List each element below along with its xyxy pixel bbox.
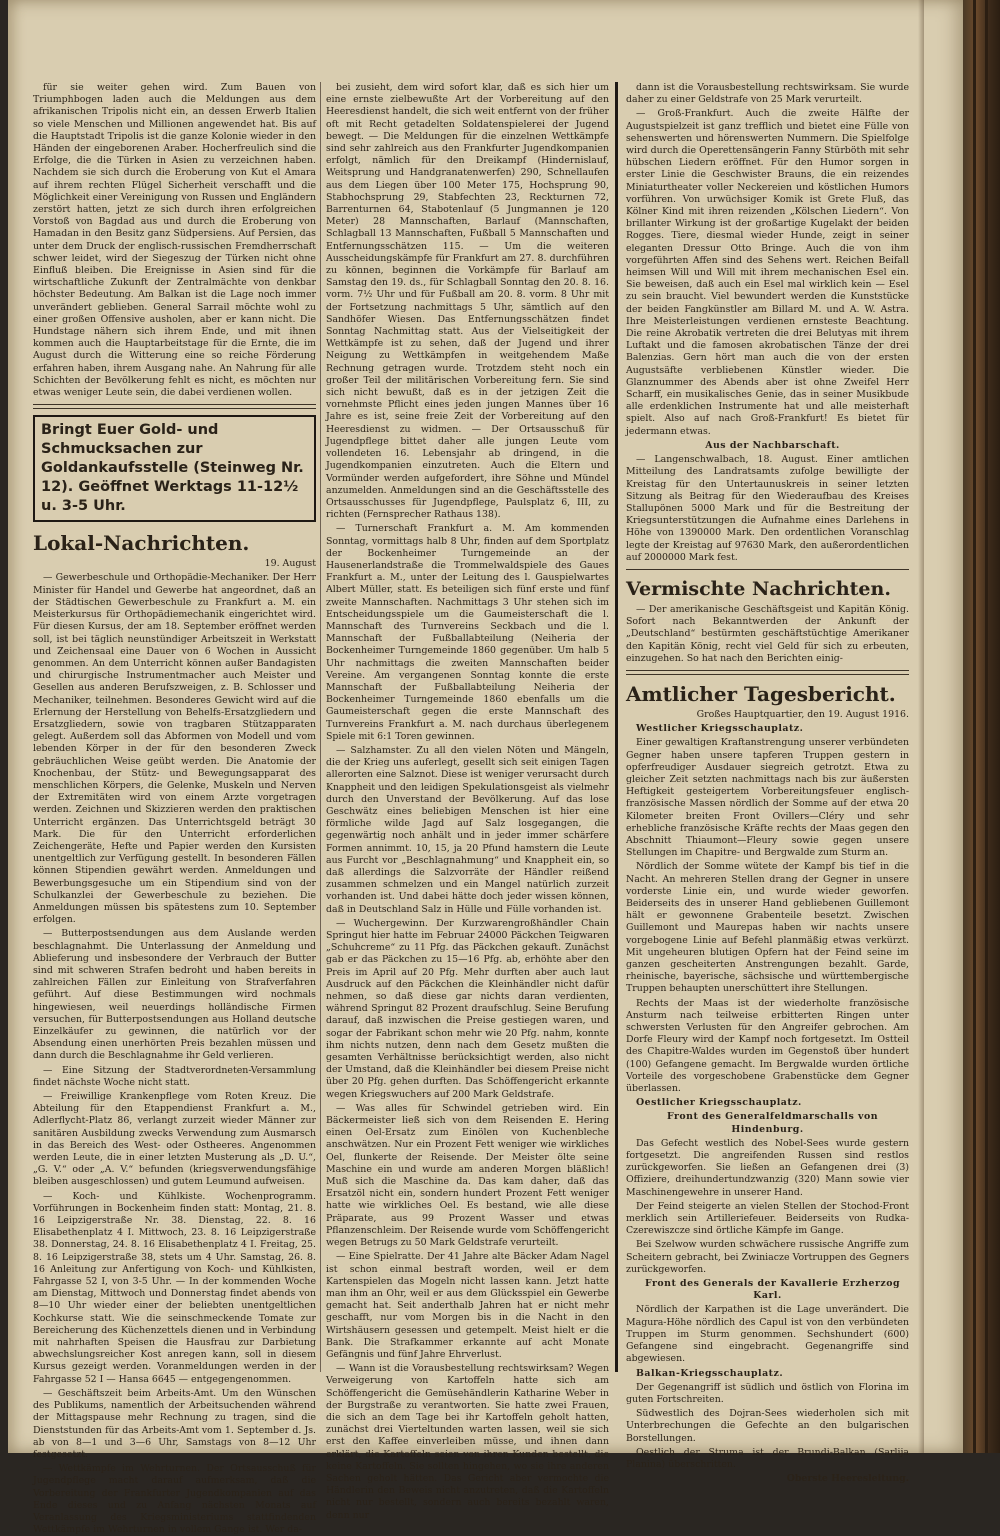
section-date: 19. August — [264, 558, 316, 570]
divider — [33, 404, 316, 409]
subheading-nachbarschaft: Aus der Nachbarschaft. — [705, 439, 840, 451]
report-west-3: Rechts der Maas ist der wiederholte französische Ansturm nach teilweise erbitterten Ringen unter schwersten Verlusten für den Angreifer gebrochen. Am Dorfe Fleury wird der Kampf noch fortgesetzt. Im Ostteil des Chapitre-Waldes wurden im Gegenstoß über hundert (100) Gefangene gemacht. Im Bergwalde wurden örtliche Vorteile des vorgeschobene Grabenstücke dem Gegner überlassen. — [626, 997, 909, 1095]
subheading-westlich: Westlicher Kriegsschauplatz. — [636, 723, 804, 735]
article-geschaeftsgeist: — Der amerikanische Geschäftsgeist und Kapitän König. Sofort nach Bekanntwerden der Ankunft der „Deutschland“ bestürmten geschäftstüchtige Amerikaner den Kapitän König, recht viel Geld für sich zu erbeuten, einzugehen. So hat nach den Berichten einig- — [626, 603, 909, 664]
section-heading-lokal: Lokal-Nachrichten. — [33, 531, 250, 556]
article-arbeitsamt: — Geschäftszeit beim Arbeits-Amt. Um den Wünschen des Publikums, namentlich der Arbeitsuchenden während der Mittagspause mehr Rechnung zu tragen, sind die Dienststunden für das Arbeits-Amt vom 1. September d. Js. ab von 8—1 und 3—6 Uhr, Samstags von 8—12 Uhr festgesetzt. — [33, 1387, 316, 1460]
section-heading-vermischte: Vermischte Nachrichten. — [626, 577, 891, 600]
article-schwindel: — Was alles für Schwindel getrieben wird. Ein Bäckermeister ließ sich von dem Reisenden E. Hering einen Oel-Ersatz zum Einölen von Kuchenbleche anschwätzen. Nur ein Prozent Fett weniger wie wirkliches Oel, flunkerte der Reisende. Der Meister ölte seine Maschine ein und wurde am anderen Morgen bläßlich! Muß sich die Maschine da. Das kam daher, daß das Ersatzöl nicht ein, sondern hundert Prozent Fett weniger hatte wie wirkliches Oel. Es bestand, wie alle diese Präparate, aus 99 Prozent Wasser und etwas Pflanzenschleim. Der Reisende wurde vom Schöffengericht wegen Betrugs zu 50 Mark Geldstrafe verurteilt. — [326, 1102, 609, 1249]
report-dateline: Großes Hauptquartier, den 19. August 1916. — [696, 708, 909, 720]
report-east-1: Das Gefecht westlich des Nobel-Sees wurde gestern fortgesetzt. Die angreifenden Russen sind restlos zurückgeworfen. Sie ließen an Gefangenen drei (3) Offiziere, dreihundertundzwanzig (320) Mann sowie vier Maschinengewehre in unserer Hand. — [626, 1137, 909, 1198]
report-balkan-3: Oestlich der Struma ist der Brundi-Balkan (Sarlija Planina) überschritten. — [626, 1446, 909, 1470]
article-butterpost: — Butterpostsendungen aus dem Auslande werden beschlagnahmt. Die Unterlassung der Anmeldung und Ablieferung und insbesondere der Verbrauch der Butter sind mit schweren Strafen bedroht und haben bereits in zahlreichen Fällen zur Einleitung von Strafverfahren geführt. Auf diese Bestimmungen wird nochmals hingewiesen, weil neuerdings holländische Firmen versuchen, für Butterpostsendungen aus Holland deutsche Einzelkäufer zu gewinnen, die natürlich vor der Absendung einen unerhörten Preis bezahlen müssen und dann durch die Beschlagnahme ihr Geld verlieren. — [33, 928, 316, 1062]
column-rule — [320, 82, 321, 1372]
divider — [626, 670, 909, 675]
subheading-hindenburg: Front des Generalfeldmarschalls von Hindenburg. — [666, 1111, 879, 1135]
article-turnerschaft: — Turnerschaft Frankfurt a. M. Am kommenden Sonntag, vormittags halb 8 Uhr, finden auf dem Sportplatz der Bockenheimer Turngemeinde an der Hausenerlandstraße die Trommelwaldspiele des Gaues Frankfurt a. M., unter der Leitung des l. Gauspielwartes Albert Müller, statt. Es beteiligen sich fünf erste und fünf zweite Mannschaften. Nachmittags 3 Uhr stehen sich im Entscheidungsspiele um die Gaumeisterschaft die l. Mannschaft des Turnvereins Seckbach und die l. Mannschaft der Fußballabteilung (Neiheria der Bockenheimer Turngemeinde 1860 gegenüber. Um halb 5 Uhr nachmittags die zweiten Mannschaften beider Vereine. Am vergangenen Sonntag konnte die erste Mannschaft der Fußballabteilung Neiheria der Bockenheimer Turngemeinde 1860 ebenfalls um die Gaumeisterschaft gegen die erste Mannschaft des Turnvereins Frankfurt a. M. nach durchaus überlegenem Spiele mit 6:1 Toren gewinnen. — [326, 523, 609, 742]
column-middle — [326, 82, 609, 1521]
column-right — [626, 82, 909, 1485]
binding-seam — [973, 0, 976, 1453]
column-rule-thick — [615, 82, 618, 1372]
subheading-erzherzog: Front des Generals der Kavallerie Erzherzog Karl. — [644, 1278, 901, 1302]
gold-collection-notice: Bringt Euer Gold- und Schmucksachen zur Goldankaufsstelle (Steinweg Nr. 12). Geöffnet Werktags 11-12½ u. 3-5 Uhr. — [33, 415, 316, 522]
binding-seam — [985, 0, 988, 1453]
book-binding — [963, 0, 1000, 1453]
article-vorausbestellung: — Wann ist die Vorausbestellung rechtswirksam? Wegen Verweigerung von Kartoffeln hatte sich am Schöffengericht die Gemüsehändlerin Katharine Weber in der Burgstraße zu verantworten. Sie hatte zwei Frauen, die sich an dem Tage bei ihr Kartoffeln geholt hatten, zunächst drei Vierteltunden warten lassen, weil sie sich erst den Kaffee einverleiben müsse, und ihnen dann erklärt, die Kartoffeln seien von ihren Kunden bestellt, die keine Kartoffeln. Sie sollten hingehen, wo sie ihre anderen Sachen geholt hätten. Das Gericht aber vermochte die Händlerin den Beweis nicht anzutreten, daß die Kartoffeln nicht nur bestellt, sondern auch bereits bezahlt waren, denn nur — [326, 1363, 609, 1521]
article-text: bei zusieht, dem wird sofort klar, daß es sich hier um eine ernste zielbewußte Art der Vorbereitung auf den Heeresdienst handelt, die sich weit entfernt von der früher oft mit Recht getadelten Soldatenspielerei der Jugend bewegt. — Die Meldungen für die einzelnen Wettkämpfe sind sehr zahlreich aus den Frankfurter Jugendkompanien erfolgt, nämlich für den Dreikampf (Hindernislauf, Weitsprung und Handgranatenwerfen) 290, Schnellaufen aus dem Liegen über 100 Meter 175, Hochsprung 90, Stabhochsprung 29, Stabfechten 23, Reckturnen 72, Barrenturnen 64, Stabotenlauf (5 Jungmannen je 120 Meter) 28 Mannschaften, Barlauf (Mannschaften, Schlagball 13 Mannschaften, Fußball 5 Mannschaften und Entfernungsschätzen 115. — Um die weiteren Ausscheidungskämpfe für Frankfurt am 27. 8. durchführen zu können, beginnen die Vorkämpfe für Barlauf am Samstag den 19. ds., für Schlagball Sonntag den 20. 8. 16. vorm. 7½ Uhr und für Fußball am 20. 8. vorm. 8 Uhr mit der Fortsetzung nachmittags 5 Uhr, sämtlich auf den Sandhöfer Wiesen. Das Entfernungsschätzen findet Sonntag Nachmittag statt. Aus der Vielseitigkeit der Wettkämpfe ist zu sehen, daß der Jugend und ihrer Neigung zu Wettkämpfen in weitgehendem Maße Rechnung getragen wurde. Trotzdem steht noch ein großer Teil der militärischen Vorbereitung fern. Sie sind sich nicht bewußt, daß es in der jetzigen Zeit die vornehmste Pflicht eines jeden jungen Mannes über 16 Jahre es ist, seine freie Zeit der Vorbereitung auf den Heeresdienst zu widmen. — Der Ortsausschuß für Jugendpflege bittet daher alle jungen Leute vom vollendeten 16. Lebensjahr ab dringend, in die Jugendkompanien einzutreten. Auch die Eltern und Vormünder werden aufgefordert, ihre Söhne und Mündel anzumelden. Anmeldungen sind an die Geschäftsstelle des Ortsausschusses für Jugendpflege, Paulsplatz 6, III, zu richten (Fernsprecher Rathaus 138). — [326, 82, 609, 521]
report-east-4: Nördlich der Karpathen ist die Lage unverändert. Die Magura-Höhe nördlich des Capul ist von den verbündeten Truppen im Sturm genommen. Sechshundert (600) Gefangene sind eingebracht. Gegenangriffe sind abgewiesen. — [626, 1304, 909, 1365]
column-left — [33, 82, 316, 1536]
subheading-balkan: Balkan-Kriegsschauplatz. — [636, 1367, 784, 1379]
article-text: dann ist die Vorausbestellung rechtswirksam. Sie wurde daher zu einer Geldstrafe von 25 Mark verurteilt. — [626, 82, 909, 106]
article-text: für sie weiter gehen wird. Zum Bauen von Triumphbogen laden auch die Meldungen aus dem afrikanischen Tripolis nicht ein, an dessen Erwerb Italien so viele Menschen und Millionen angewendet hat. Bis auf die Hauptstadt Tripolis ist die ganze Kolonie wieder in den Händen der eingeborenen Araber. Hocherfreulich sind die Erfolge, die die Türken in Asien zu verzeichnen haben. Nachdem sie sich durch die Eroberung von Kut el Amara auf ihrem rechten Flügel Sicherheit verschafft und die Möglichkeit einer Vereinigung von Russen und Engländern zerstört hatten, jetzt ze sich durch ihren erfolgreichen Vorstoß von Bagdad aus und durch die Eroberung von Hamadan in den Besitz ganz Südpersiens. Auf Persien, das unter dem Druck der englisch-russischen Fremdherrschaft schwer leidet, wird der Siegeszug der Türken nicht ohne Einfluß bleiben. Die Ereignisse in Asien sind für die wirtschaftliche Zukunft der Zentralmächte von denkbar höchster Bedeutung. Am Balkan ist die Lage noch immer unverändert geblieben. General Sarrail möchte wohl zu einer großen Offensive ausholen, aber er kann nicht. Die Hundstage nähern sich ihrem Ende, und mit ihnen kommen auch die Hauptarbeitstage für die Ernte, die im August durch die Witterung eine so reiche Förderung erfahren haben, ihrem Ausgang nahe. An Nahrung für alle Schichten der Bevölkerung fehlt es nicht, es möchten nur etwas weniger Leute sein, die dabei verdienen wollen. — [33, 82, 316, 399]
newspaper-page — [8, 0, 963, 1536]
report-west-1: Einer gewaltigen Kraftanstrengung unserer verbündeten Gegner haben unsere tapferen Truppen gestern in opferfreudiger Ausdauer siegreich getrotzt. Etwa zu gleicher Zeit setzten nachmittags nach bis zur äußersten Heftigkeit gesteigertem Vorbereitungsfeuer englisch-französische Massen nördlich der Somme auf der etwa 20 Kilometer breiten Front Ovillers—Cléry und sehr erhebliche französische Kräfte rechts der Maas gegen den Abschnitt Thiaumont—Fleury sowie gegen unsere Stellungen im Chapitre- und Bergwalde zum Sturm an. — [626, 737, 909, 859]
report-signature: Oberste Heeresleitung. — [786, 1473, 909, 1485]
article-stadtverordnete: — Eine Sitzung der Stadtverordneten-Versammlung findet nächste Woche nicht statt. — [33, 1064, 316, 1088]
article-rotes-kreuz: — Freiwillige Krankenpflege vom Roten Kreuz. Die Abteilung für den Etappendienst Frankfurt a. M., Adlerflycht-Platz 86, verlangt zurzeit wieder Männer zur sanitären Ausbildung zwecks Verwendung zum Ausmarsch in das Bereich des West- oder Ostheeres. Angenommen werden Leute, die in einer letzten Musterung als „D. U.“, „G. V.“ oder „A. V.“ befunden (kriegsverwendungsfähige bleiben ausgeschlossen) und gutem Leumund aufweisen. — [33, 1091, 316, 1188]
subheading-oestlich: Oestlicher Kriegsschauplatz. — [636, 1097, 802, 1109]
page-edge-shadow — [918, 0, 924, 1453]
report-balkan-1: Der Gegenangriff ist südlich und östlich von Florina im guten Fortschreiten. — [626, 1381, 909, 1405]
article-gewerbeschule: — Gewerbeschule und Orthopädie-Mechaniker. Der Herr Minister für Handel und Gewerbe hat angeordnet, daß an der Städtischen Gewerbeschule zu Frankfurt a. M. ein Meisterkursus für Orthopädiemechanik eingerichtet wird. Für diesen Kursus, der am 18. September eröffnet werden soll, ist bei täglich neunstündiger Arbeitszeit in Werkstatt und Zeichensaal eine Dauer von 6 Wochen in Aussicht genommen. An dem Unterricht können außer Bandagisten und chirurgische Instrumentmacher auch Meister und Gesellen aus anderen Berufszweigen, z. B. Schlosser und Mechaniker, teilnehmen. Besonderes Gewicht wird auf die Erlernung der Herstellung von Behelfs-Ersatzgliedern und Ersatzgliedern, sowie von tragbaren Stützapparaten gelegt. Außerdem soll das Abformen von Modell und vom lebenden Körper in der für den besonderen Zweck gebräuchlichen Weise geübt werden. Die Anatomie der Knochenbau, der Stütz- und Bewegungsapparat des menschlichen Körpers, die Gelenke, Muskeln und Nerven der Extremitäten wird von einem Arzte vorgetragen werden. Zeichnen und Skizzieren werden den praktischen Unterricht ergänzen. Das Unterrichtsgeld beträgt 30 Mark. Die für den Unterricht erforderlichen Zeichengeräte, Hefte und Papier werden den Kursisten unentgeltlich zur Verfügung gestellt. In besonderen Fällen können Stipendien gewährt werden. Anmeldungen und Bewerbungsgesuche um ein Stipendium sind von der Schulkanzlei der Gewerbeschule zu beziehen. Die Anmeldungen müssen bis spätestens zum 10. September erfolgen. — [33, 572, 316, 926]
report-east-3: Bei Szelwow wurden schwächere russische Angriffe zum Scheitern gebracht, bei Zwiniacze Vortruppen des Gegners zurückgeworfen. — [626, 1239, 909, 1275]
divider — [626, 569, 909, 570]
report-east-2: Der Feind steigerte an vielen Stellen der Stochod-Front merklich sein Artilleriefeuer. Beiderseits von Rudka-Czerewiszcze sind örtliche Kämpfe im Gange. — [626, 1200, 909, 1237]
article-gross-frankfurt: — Groß-Frankfurt. Auch die zweite Hälfte der Augustspielzeit ist ganz trefflich und bietet eine Fülle von sehenswerten und hörenswerten Nummern. Die Spielfolge wird durch die Operettensängerin Fanny Stürböth mit sehr hübschen Liedern eröffnet. Für den Humor sorgen in erster Linie die Geschwister Brauns, die ein reizendes Miniaturtheater voller Neckereien und köstlichen Humors vorführen. Von urwüchsiger Komik ist Grete Fluß, das Kölner Kind mit ihren reizenden „Kölschen Liedern“. Von brillanter Wirkung ist der großartige Kugelakt der beiden Rogges. Tiere, diesmal wieder Hunde, zeigt in seiner eleganten Dressur Otto Bringe. Auch die von ihm vorgeführten Affen sind des Sehens wert. Reichen Beifall heimsen Will und Will mit ihrem mechanischen Esel ein. Sie beweisen, daß auch ein Esel mal wirklich kein — Esel zu sein braucht. Viel bewundert werden die Kunststücke der beiden Fangkünstler am Billard M. und A. W. Astra. Ihre Meisterleistungen verdienen ernsteste Beachtung. Die reine Akrobatik vertreten die drei Belutyas mit ihrem Luftakt und die famosen akrobatischen Tänze der drei Balenzias. Gern hört man auch die von der ersten Augustsäfte verbliebenen Künstler wieder. Die Glanznummer des Abends aber ist ohne Zweifel Herr Scharff, ein musikalisches Genie, das in seiner Musikbude alle erdenklichen Instrumente hat und alle meisterhaft spielt. Also auf nach Groß-Frankfurt! Es bietet für jedermann etwas. — [626, 108, 909, 437]
report-west-2: Nördlich der Somme wütete der Kampf bis tief in die Nacht. An mehreren Stellen drang der Gegner in unsere vorderste Linie ein, und wurde wieder geworfen. Beiderseits des in unserer Hand gebliebenen Guillemont hält er gewonnene Grabenteile besetzt. Zwischen Guillemont und Maurepas haben wir nachts unsere vorgebogene Linie auf Befehl planmäßig etwas verkürzt. Mit ungeheuren blutigen Opfern hat der Feind seine im ganzen gescheiterten Anstrengungen bezahlt. Garde, rheinische, bayerische, sächsische und württembergische Truppen behaupten unerschüttert ihre Stellungen. — [626, 861, 909, 995]
article-langenschwalbach: — Langenschwalbach, 18. August. Einer amtlichen Mitteilung des Landratsamts zufolge bewilligte der Kreistag für den Untertaunuskreis in seiner letzten Sitzung als Beitrag für den Wiederaufbau des Kreises Stallupönen 5000 Mark und für die Bestreitung der Kriegsunterstützungen die Aufnahme eines Darlehens in Höhe von 1390000 Mark. Den ordentlichen Voranschlag legte der Kreistag auf 97630 Mark, den außerordentlichen auf 2000000 Mark fest. — [626, 454, 909, 563]
article-wuchergewinn: — Wuchergewinn. Der Kurzwarengroßhändler Chain Springut hier hatte im Februar 24000 Päckchen Teigwaren „Schuhcreme“ zu 11 Pfg. das Päckchen gekauft. Zunächst gab er das Päckchen zu 15—16 Pfg. ab, erhöhte aber den Preis im April auf 20 Pfg. Mehr durften aber auch laut Ausdruck auf den Päckchen die Kleinhändler nicht dafür nehmen, so daß diese gar nichts daran verdienten, während Springut 82 Prozent draufschlug. Seine Berufung darauf, daß inzwischen die Preise gestiegen waren, und sogar der Fabrikant schon mehr wie 20 Pfg. nahm, konnte ihm nichts nutzen, denn nach dem Gesetz mußten die gesamten Verhältnisse berücksichtigt werden, also nicht der Umstand, daß die Kleinhändler bei diesem Preise nicht über 20 Pfg. gehen durften. Das Schöffengericht erkannte wegen Kriegswuchers auf 200 Mark Geldstrafe. — [326, 917, 609, 1100]
article-salzhamster: — Salzhamster. Zu all den vielen Nöten und Mängeln, die der Krieg uns auferlegt, gesellt sich seit einigen Tagen allerorten eine Salznot. Diese ist weniger verursacht durch Knappheit und den leidigen Spekulationsgeist als vielmehr durch den Unverstand der Bevölkerung. Auf das lose Geschwätz eines beliebigen Menschen ist hier eine förmliche wilde Jagd auf Salz losgegangen, die gegenwärtig noch anhält und in jeder immer schärfere Formen annimmt. 10, 15, ja 20 Pfund hamstern die Leute aus Furcht vor „Beschlagnahmung“ und Knappheit ein, so daß allerdings die Salzvorräte der Händler reißend zusammen schmelzen und ein Mangel natürlich zurzeit vorhanden ist. Und dabei hätte doch jeder wissen können, daß in Deutschland Salz in Hülle und Fülle vorhanden ist. — [326, 744, 609, 915]
article-wehrturnen: — Wettkämpfe im Wehrturnen. Der Ortsausschuß für Jugendpflege macht darauf aufmerksam, daß die Vorbereitung der Frankfurter Jugendkompanien auf das Ende dieses und zu Anfang nächsten Monats auf Veranlassung des Kriegsministeriums stattfindenden Wettkämpfe im Wehrturnen in vollem Gange ist. Wer da- — [33, 1463, 316, 1536]
article-spielratte: — Eine Spielratte. Der 41 Jahre alte Bäcker Adam Nagel ist schon einmal bestraft worden, weil er dem Kartenspielen das Mogeln nicht lassen kann. Jetzt hatte man ihm an Ohr, weil er aus dem Glücksspiel ein Gewerbe gemacht hat. Seit anderthalb Jahren hat er nicht mehr geschafft, nur vom Morgen bis in die Nacht in den Wirtshäusern gesessen und getempelt. Meist hielt er die Bank. Die Strafkammer erkannte auf acht Monate Gefängnis und fünf Jahre Ehrverlust. — [326, 1251, 609, 1360]
article-kochkiste: — Koch- und Kühlkiste. Wochenprogramm. Vorführungen in Bockenheim finden statt: Montag, 21. 8. 16 Leipzigerstraße Nr. 38. Dienstag, 22. 8. 16 Elisabethenplatz 4 I. Mittwoch, 23. 8. 16 Leipzigerstraße 38. Donnerstag, 24. 8. 16 Elisabethenplatz 4 I. Freitag, 25. 8. 16 Leipzigerstraße 38, stets um 4 Uhr. Samstag, 26. 8. 16 Anleitung zur Anfertigung von Koch- und Kühlkisten, Fahrgasse 52 I, von 3-5 Uhr. — In der kommenden Woche am Dienstag, Mittwoch und Donnerstag findet abends von 8—10 Uhr wieder einer der beliebten unentgeltlichen Kochkurse statt. Wie die seinschmeckende Tomate zur Bereicherung des Küchenzettels dienen und in Verbindung mit nahrhaften Speisen die Hausfrau zur Darbietung abwechslungsreicher Kost anregen kann, soll in diesem Kursus gezeigt werden. Voranmeldungen werden in der Fahrgasse 52 I — Hansa 6645 — entgegengenommen. — [33, 1190, 316, 1385]
report-balkan-2: Südwestlich des Dojran-Sees wiederholen sich mit Unterbrechungen die Gefechte an den bulgarischen Borstellungen. — [626, 1408, 909, 1444]
section-heading-tagesbericht: Amtlicher Tagesbericht. — [626, 681, 896, 706]
